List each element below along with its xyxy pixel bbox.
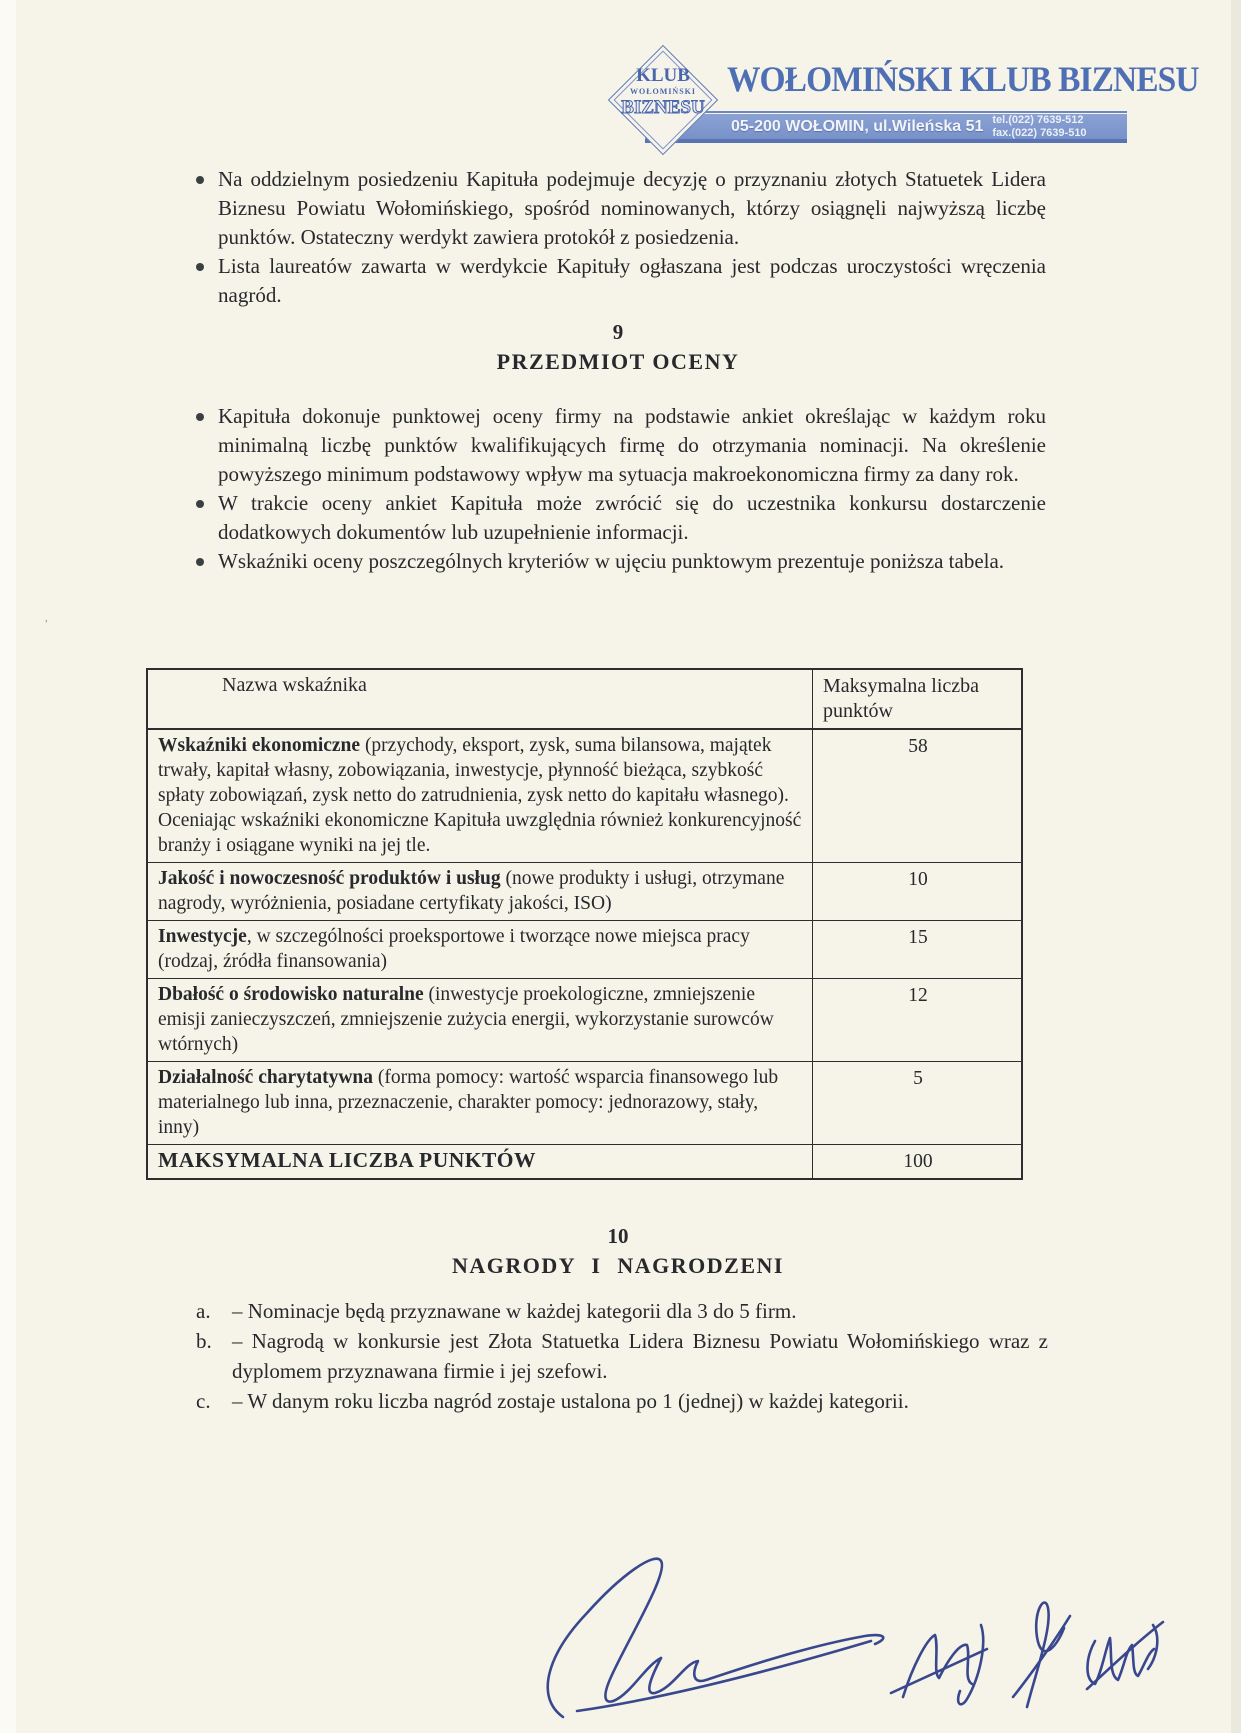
table-row [148,978,1021,1061]
total-points-cell: 100 [812,1145,1021,1178]
list-item [196,1386,1048,1416]
item-label: c. [196,1389,211,1413]
criterion-cell: Inwestycje, w szczególności proeksportowe i tworzące nowe miejsca pracy (rodzaj, źródła finansowania) [158,926,750,972]
criterion-cell: Wskaźniki ekonomiczne (przychody, eksport, zysk, suma bilansowa, majątek trwały, kapitał własny, zobowiązania, inwestycje, płynność bieżąca, szybkość spłaty zobowiązań, zysk netto do zatrudnienia, zysk netto do kapitału własnego). Oceniając wskaźniki ekonomiczne Kapituła uwzględnia również konkurencyjność branży i osiągane wyniki na jej tle. [158,735,802,856]
table-row [148,862,1021,920]
table-total-row [148,1144,1021,1178]
list-item [196,1296,1048,1326]
signature-ink-icon [535,1545,1195,1730]
item-label: b. [196,1329,212,1353]
points-cell: 12 [812,979,1021,1061]
bullet-icon [196,413,204,421]
awards-list [196,1296,1048,1416]
table-header-row [148,670,1021,728]
item-text: – Nominacje będą przyznawane w każdej kategorii dla 3 do 5 firm. [232,1299,797,1323]
criterion-cell: Działalność charytatywna (forma pomocy: wartość wsparcia finansowego lub materialnego lub inna, przeznaczenie, charakter pomocy: jednorazowy, stały, inny) [158,1067,779,1138]
contact-phone-fax [992,114,1086,139]
table-row [148,728,1021,862]
section-title: NAGRODY I NAGRODZENI [452,1253,784,1278]
organization-title: WOŁOMIŃSKI KLUB BIZNESU [727,59,1199,99]
bullet-text: Na oddzielnym posiedzeniu Kapituła podejmuje decyzję o przyznaniu złotych Statuetek Lidera Biznesu Powiatu Wołomińskiego, spośród nominowanych, którzy osiągnęli najwyższą liczbę punktów. Ostateczny werdykt zawiera protokół z posiedzenia. [218,167,1046,249]
logo-line3: BIZNESU [621,97,705,118]
header-address-band [645,114,1127,143]
list-item [190,165,1046,252]
bullet-text: Kapituła dokonuje punktowej oceny firmy na podstawie ankiet określając w każdym roku minimalną liczbę punktów kwalifikujących firmę do otrzymania nominacji. Na określenie powyższego minimum podstawowy wpływ ma sytuacja makroekonomiczna firmy za dany rok. [218,404,1046,486]
criterion-cell: Dbałość o środowisko naturalne (inwestycje proekologiczne, zmniejszenie emisji zanieczyszczeń, zmniejszenie zużycia energii, wykorzystanie surowców wtórnych) [158,984,774,1055]
item-text: – Nagrodą w konkursie jest Złota Statuetka Lidera Biznesu Powiatu Wołomińskiego wraz z dyplomem przyznawana firmie i jej szefowi. [232,1329,1048,1383]
fax-text: fax.(022) 7639-510 [992,126,1087,139]
section-title: PRZEDMIOT OCENY [496,349,740,374]
list-item [190,547,1046,576]
club-logo-text [608,66,718,117]
total-label-cell: MAKSYMALNA LICZBA PUNKTÓW [158,1148,537,1172]
intro-bullet-list [190,165,1046,310]
points-cell: 15 [812,921,1021,978]
logo-line1: KLUB [636,65,690,86]
bullet-text: Wskaźniki oceny poszczególnych kryteriów w ujęciu punktowym prezentuje poniższa tabela. [218,549,1005,573]
section-number: 9 [612,320,624,344]
tel-text: tel.(022) 7639-512 [992,113,1084,126]
list-item [190,402,1046,489]
section-number: 10 [607,1224,629,1248]
table-row [148,1061,1021,1144]
bullet-icon [196,176,204,184]
handwritten-signatures [535,1545,1195,1730]
points-cell: 58 [812,730,1021,862]
list-item [190,252,1046,310]
bullet-text: W trakcie oceny ankiet Kapituła może zwrócić się do uczestnika konkursu dostarczenie dodatkowych dokumentów lub uzupełnienie informacji. [218,491,1046,544]
list-item [196,1326,1048,1386]
scan-edge-right [1231,0,1241,1733]
table-row [148,920,1021,978]
col-header-points: Maksymalna liczba punktów [812,670,1021,728]
bullet-icon [196,558,204,566]
bullet-text: Lista laureatów zawarta w werdykcie Kapituły ogłaszana jest podczas uroczystości wręczenia nagród. [218,254,1046,307]
scan-artifact: , [45,612,48,624]
item-label: a. [196,1299,211,1323]
scan-edge-left [0,0,16,1733]
list-item [190,489,1046,547]
bullet-icon [196,500,204,508]
points-cell: 5 [812,1062,1021,1144]
address-text: 05-200 WOŁOMIN, ul.Wileńska 51 [731,117,984,135]
section-9-heading [190,320,1046,375]
points-cell: 10 [812,863,1021,920]
bullet-icon [196,263,204,271]
item-text: – W danym roku liczba nagród zostaje ustalona po 1 (jednej) w każdej kategorii. [232,1389,909,1413]
section-9-bullet-list [190,402,1046,576]
logo-line2: WOŁOMIŃSKI [629,87,696,96]
scoring-table [146,668,1023,1180]
section-10-heading [190,1224,1046,1279]
col-header-name: Nazwa wskaźnika [222,674,367,696]
criterion-cell: Jakość i nowoczesność produktów i usług (nowe produkty i usługi, otrzymane nagrody, wyróżnienia, posiadane certyfikaty jakości, ISO) [158,868,785,914]
